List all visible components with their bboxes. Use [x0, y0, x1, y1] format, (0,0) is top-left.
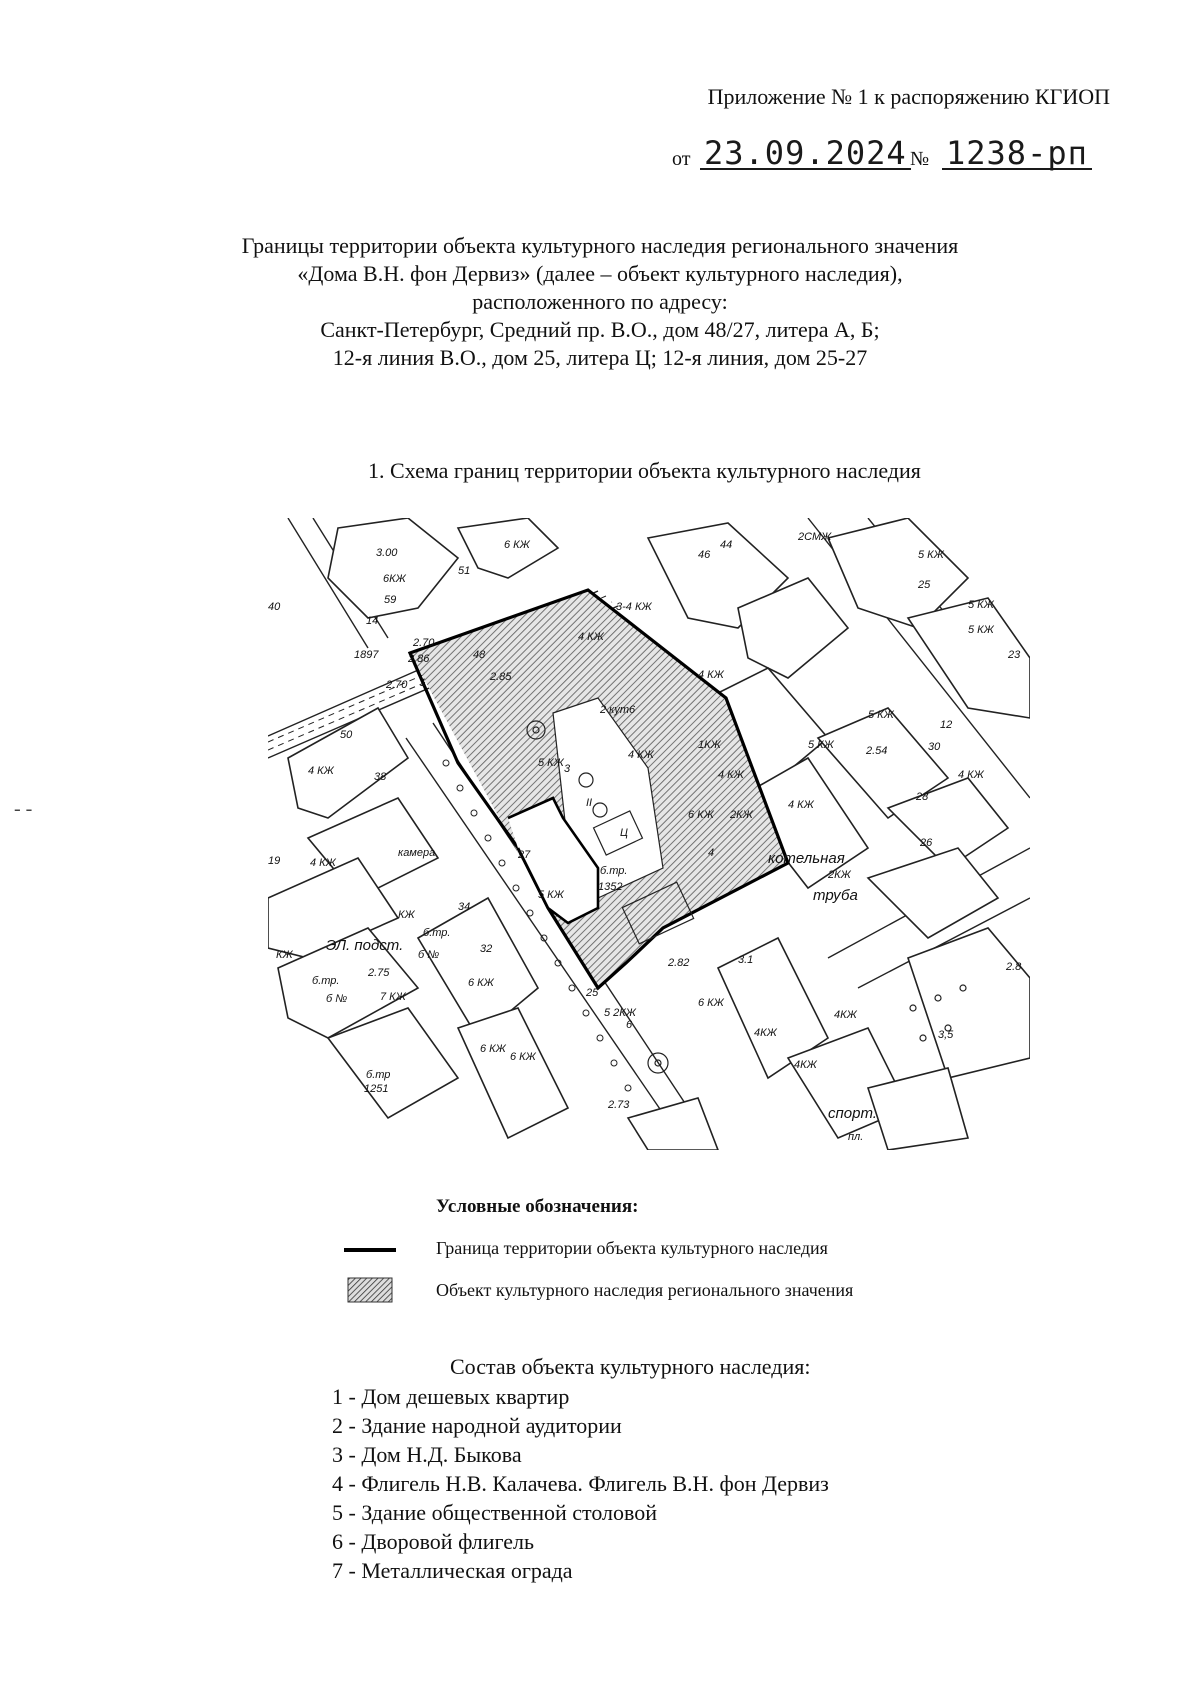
title-line: Границы территории объекта культурного наследия регионального значения [241, 233, 959, 258]
map-label: 3.00 [376, 547, 398, 559]
map-label: 2.75 [368, 967, 390, 979]
map-label: 5 КЖ [868, 709, 894, 721]
map-label: 3.1 [738, 954, 754, 966]
map-label: 48 [473, 649, 486, 661]
map-label: 4 КЖ [578, 631, 604, 643]
map-label: 2 кут6 [600, 704, 636, 716]
list-item: 1 - Дом дешевых квартир [332, 1384, 570, 1409]
map-label: 51 [458, 565, 471, 577]
legend-object-label: Объект культурного наследия регионального значения [436, 1280, 854, 1300]
map-label: 3-4 КЖ [616, 601, 652, 613]
map-label: 5 КЖ [918, 549, 944, 561]
order-date-number-line [672, 134, 1132, 190]
map-label: 59 [384, 594, 397, 606]
title-line: расположенного по адресу: [472, 289, 728, 314]
map-label: 7 КЖ [380, 991, 406, 1003]
map-label: 1352 [598, 881, 623, 893]
map-label: 6 КЖ [468, 977, 494, 989]
map-label: б № [326, 993, 348, 1005]
appendix-line: Приложение № 1 к распоряжению КГИОП [707, 84, 1110, 109]
map-label: 14 [366, 615, 379, 627]
map-label: 2.70 [386, 679, 408, 691]
map-label: котельная [768, 850, 845, 867]
legend-boundary-label: Граница территории объекта культурного наследия [436, 1238, 828, 1258]
map-label: 6 КЖ [480, 1043, 506, 1055]
list-item: 4 - Флигель Н.В. Калачева. Флигель В.Н. фон Дервиз [332, 1471, 829, 1496]
map-label: 1897 [354, 649, 379, 661]
map-label: труба [813, 887, 858, 904]
map-label: 1 [420, 677, 427, 689]
list-item: 3 - Дом Н.Д. Быкова [332, 1442, 522, 1467]
map-label: 32 [480, 943, 493, 955]
map-label: 19 [268, 855, 281, 867]
title-line: Санкт-Петербург, Средний пр. В.О., дом 48/27, литера А, Б; [320, 317, 880, 342]
map-label: КЖ [276, 949, 293, 961]
map-label: 5 КЖ [538, 757, 564, 769]
title-line: «Дома В.Н. фон Дервиз» (далее – объект культурного наследия), [297, 261, 903, 286]
map-label: 4КЖ [794, 1059, 817, 1071]
map-label: 44 [720, 539, 733, 551]
map-label: 4КЖ [754, 1027, 777, 1039]
map-label: 2.85 [490, 671, 512, 683]
number-prefix: № [910, 148, 930, 170]
map-label: 5 2КЖ [604, 1007, 636, 1019]
map-label: ЭЛ. подст. [326, 937, 404, 954]
map-label: 2СМЖ [798, 531, 832, 543]
map-label: 6КЖ [383, 573, 406, 585]
list-item: 7 - Металлическая ограда [332, 1558, 573, 1583]
map-label: 4 КЖ [958, 769, 984, 781]
map-label: 46 [698, 549, 711, 561]
map-label: ІІ [586, 797, 593, 809]
map-label: 28 [916, 791, 929, 803]
map-label: 1КЖ [698, 739, 721, 751]
map-label: 4 КЖ [628, 749, 654, 761]
order-number: 1238-рп [942, 138, 1092, 170]
map-label: 50 [340, 729, 353, 741]
hatched-area-icon [340, 1276, 400, 1304]
order-date: 23.09.2024 [700, 138, 911, 170]
map-label: 4 КЖ [718, 769, 744, 781]
map-label: 2КЖ [730, 809, 753, 821]
map-label: 2КЖ [828, 869, 851, 881]
map-label: 6 КЖ [504, 539, 530, 551]
map-label: 40 [268, 601, 281, 613]
map-label: 4КЖ [834, 1009, 857, 1021]
composition-list [332, 1382, 829, 1585]
map-label: 3,5 [938, 1029, 954, 1041]
map-label: 6 КЖ [510, 1051, 536, 1063]
map-label: 38 [374, 771, 387, 783]
map-label: 25 [586, 987, 599, 999]
map-label: 2.86 [408, 653, 430, 665]
map-label: 5 КЖ [968, 624, 994, 636]
map-label: 4 [708, 847, 715, 859]
map-label: б № [418, 949, 440, 961]
map-label: 6 КЖ [698, 997, 724, 1009]
map-label: 1251 [364, 1083, 389, 1095]
map-label: камера [398, 847, 436, 859]
map-label: 6 [626, 1019, 633, 1031]
legend-heading: Условные обозначения: [436, 1196, 639, 1217]
list-item: 5 - Здание общественной столовой [332, 1500, 658, 1525]
list-item: 2 - Здание народной аудитории [332, 1413, 622, 1438]
list-item: 6 - Дворовой флигель [332, 1529, 535, 1554]
map-label: 4 КЖ [788, 799, 814, 811]
map-label: 4 КЖ [698, 669, 724, 681]
map-label: 4 КЖ [310, 857, 336, 869]
scheme-heading: 1. Схема границ территории объекта культурного наследия [368, 458, 921, 483]
map-label: 26 [920, 837, 933, 849]
map-label: Ц [620, 827, 628, 839]
map-label: 3 [564, 763, 571, 775]
map-label: 27 [518, 849, 531, 861]
composition-heading: Состав объекта культурного наследия: [450, 1354, 811, 1379]
map-label: КЖ [398, 909, 415, 921]
map-label: 4 КЖ [308, 765, 334, 777]
map-label: б.тр. [312, 975, 340, 987]
map-label: 2.8 [1006, 961, 1022, 973]
map-label: б.тр [366, 1069, 391, 1081]
map-label: 2.70 [413, 637, 435, 649]
map-label: 5 КЖ [538, 889, 564, 901]
map-label: пл. [848, 1131, 864, 1143]
map-label: 6 КЖ [688, 809, 714, 821]
map-label: 2.54 [866, 745, 888, 757]
map-label: 2.73 [608, 1099, 630, 1111]
map-label: 5 КЖ [968, 599, 994, 611]
map-label: 2.82 [668, 957, 690, 969]
map-label: 25 [918, 579, 931, 591]
map-label: 12 [940, 719, 953, 731]
map-label: 34 [458, 901, 471, 913]
title-line: 12-я линия В.О., дом 25, литера Ц; 12-я линия, дом 25-27 [332, 345, 868, 370]
map-label: 23 [1008, 649, 1021, 661]
map-label: 30 [928, 741, 941, 753]
map-label: б.тр. [600, 865, 628, 877]
margin-mark: - - [14, 798, 33, 820]
map-label: спорт. [828, 1105, 877, 1122]
document-title [150, 232, 1050, 372]
map-label: 5 КЖ [808, 739, 834, 751]
date-prefix: от [672, 148, 691, 170]
solid-line-icon [340, 1238, 400, 1258]
boundary-map [268, 518, 1030, 1150]
map-label: б.тр. [423, 927, 451, 939]
